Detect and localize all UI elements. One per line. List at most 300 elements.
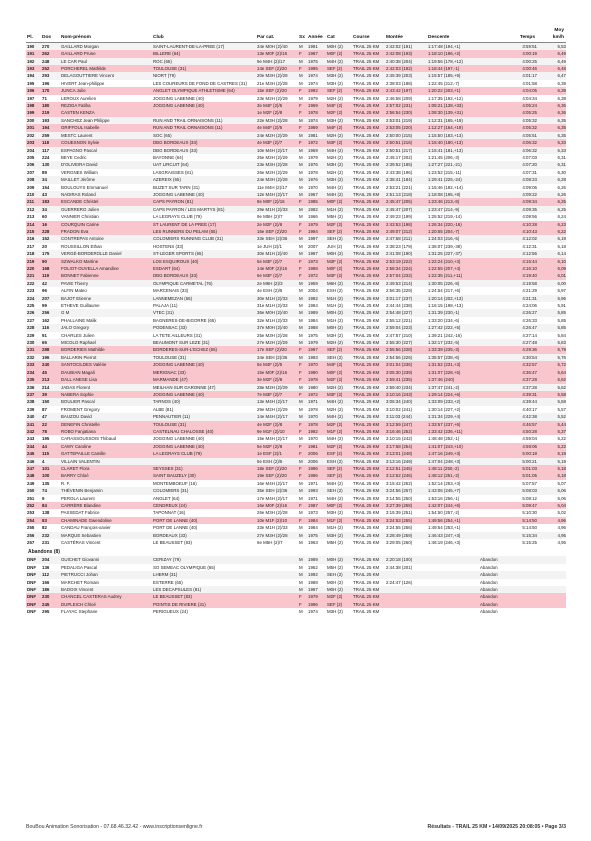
cell-category: M2F (2) bbox=[326, 443, 352, 450]
cell-finish-time: 5:14:50 bbox=[479, 517, 537, 524]
cell-category: SEH (2) bbox=[326, 235, 352, 242]
table-row bbox=[26, 80, 566, 87]
cell-category-rank: 12e M4H (2)/17 bbox=[256, 191, 298, 198]
cell-category: M2F (2) bbox=[326, 109, 352, 116]
cell-runner-name: NADIRAS Roland bbox=[60, 191, 152, 198]
cell-category-rank: 4e ESH (2)/5 bbox=[256, 287, 298, 294]
cell-club: CAPS PAYRON / LES MARTYS (81) bbox=[152, 206, 256, 213]
cell-race: TRAIL 25 KM bbox=[352, 280, 385, 287]
cell-climb-time: 2:55:30 (227) bbox=[385, 339, 427, 346]
cell-sex: M bbox=[298, 184, 307, 191]
cell-bib: 180 bbox=[41, 102, 60, 109]
cell-climb-time: 3:13:16 (249) bbox=[385, 458, 427, 465]
cell-descent-time: 1:18:08 (195,+8) bbox=[427, 191, 479, 198]
cell-club: PERIGUEUX (24) bbox=[152, 608, 256, 615]
cell-bib: 87 bbox=[41, 406, 60, 413]
cell-bib: 262 bbox=[41, 50, 60, 57]
cell-place: 202 bbox=[26, 132, 41, 139]
cell-club: LOS ESQUIROUS (40) bbox=[152, 258, 256, 265]
table-row bbox=[26, 556, 566, 563]
cell-climb-time: 2:47:57 (210) bbox=[385, 332, 427, 339]
cell-climb-time: 2:57:02 (231) bbox=[385, 102, 427, 109]
cell-category: SEF (2) bbox=[326, 65, 352, 72]
cell-climb-time: 2:44:38 (201) bbox=[385, 564, 427, 571]
table-row bbox=[26, 250, 566, 257]
cell-climb-time: 3:12:51 (245) bbox=[385, 465, 427, 472]
cell-status: Abandon bbox=[479, 571, 537, 578]
cell-birth-year: 1984 bbox=[307, 524, 326, 531]
cell-descent-time: 1:39:21 (242,-16) bbox=[427, 332, 479, 339]
cell-avg-speed: 6,35 bbox=[537, 117, 566, 124]
cell-sex: F bbox=[298, 472, 307, 479]
cell-birth-year: 1987 bbox=[307, 50, 326, 57]
cell-place: 222 bbox=[26, 280, 41, 287]
cell-bib: 295 bbox=[41, 608, 60, 615]
cell-bib: 115 bbox=[41, 450, 60, 457]
cell-sex: M bbox=[298, 147, 307, 154]
cell-bib: 34 bbox=[41, 206, 60, 213]
cell-birth-year: 1979 bbox=[307, 221, 326, 228]
cell-runner-name: VERGNES William bbox=[60, 169, 152, 176]
cell-sex: F bbox=[298, 346, 307, 353]
cell-category-rank bbox=[256, 601, 298, 608]
cell-place: 199 bbox=[26, 109, 41, 116]
cell-club: ALBE (81) bbox=[152, 406, 256, 413]
table-row bbox=[26, 58, 566, 65]
cell-category: SEF (2) bbox=[326, 472, 352, 479]
table-row bbox=[26, 539, 566, 546]
cell-category: M2H (2) bbox=[326, 154, 352, 161]
cell-race: TRAIL 25 KM bbox=[352, 465, 385, 472]
cell-bib: 196 bbox=[41, 354, 60, 361]
cell-runner-name: G M bbox=[60, 309, 152, 316]
cell-runner-name: FLAYAC Stephane bbox=[60, 608, 152, 615]
cell-category: SEH (2) bbox=[326, 571, 352, 578]
cell-place: 207 bbox=[26, 169, 41, 176]
cell-descent-time: 1:32:17 (232,-5) bbox=[427, 339, 479, 346]
cell-finish-time: 4:01:17 bbox=[479, 72, 537, 79]
table-row bbox=[26, 324, 566, 331]
cell-bib: 175 bbox=[41, 250, 60, 257]
cell-bib: 78 bbox=[41, 428, 60, 435]
cell-category: M3F (2) bbox=[326, 391, 352, 398]
cell-bib: 248 bbox=[41, 58, 60, 65]
cell-runner-name: PEROLA Laurent bbox=[60, 495, 152, 502]
cell-descent-time: 1:48:11 (250,-2) bbox=[427, 465, 479, 472]
cell-sex: F bbox=[298, 65, 307, 72]
cell-category-rank bbox=[256, 586, 298, 593]
cell-club: CENDREUX (24) bbox=[152, 502, 256, 509]
cell-place: 190 bbox=[26, 42, 41, 50]
cell-descent-time: 1:12:27 (164,+19) bbox=[427, 124, 479, 131]
cell-climb-time: 2:57:04 (232) bbox=[385, 272, 427, 279]
cell-bib: 91 bbox=[41, 332, 60, 339]
cell-sex: F bbox=[298, 102, 307, 109]
cell-sex: M bbox=[298, 608, 307, 615]
cell-climb-time: 3:28:49 (259) bbox=[385, 532, 427, 539]
cell-sex: M bbox=[298, 235, 307, 242]
table-row bbox=[26, 586, 566, 593]
cell-climb-time: 2:38:03 (188) bbox=[385, 80, 427, 87]
cell-descent-time: 1:31:52 (231,+3) bbox=[427, 361, 479, 368]
cell-club: LA LEGRAYS CLUB (79) bbox=[152, 213, 256, 220]
table-row bbox=[26, 354, 566, 361]
cell-birth-year: 1993 bbox=[307, 354, 326, 361]
cell-runner-name: CHARLES Julien bbox=[60, 332, 152, 339]
cell-climb-time: 3:10:15 (242) bbox=[385, 435, 427, 442]
cell-sex: M bbox=[298, 243, 307, 250]
cell-bib: 43 bbox=[41, 191, 60, 198]
empty-cell bbox=[537, 556, 566, 563]
cell-runner-name: GAILLARD Prune bbox=[60, 50, 152, 57]
cell-birth-year: 1973 bbox=[307, 509, 326, 516]
cell-category: M4H (2) bbox=[326, 191, 352, 198]
cell-category: M3F (2) bbox=[326, 139, 352, 146]
cell-finish-time: 4:07:03 bbox=[479, 154, 537, 161]
cell-birth-year: 2004 bbox=[307, 287, 326, 294]
cell-descent-time bbox=[427, 593, 479, 600]
cell-bib: 130 bbox=[41, 161, 60, 168]
cell-race: TRAIL 25 KM bbox=[352, 428, 385, 435]
cell-avg-speed: 5,84 bbox=[537, 332, 566, 339]
cell-place: DNF bbox=[26, 579, 41, 586]
cell-category-rank: 17e SEF (2)/20 bbox=[256, 346, 298, 353]
cell-place: 232 bbox=[26, 354, 41, 361]
cell-descent-time: 1:25:52 (219,-14) bbox=[427, 213, 479, 220]
cell-runner-name: VERGÉ-BORDEROLLE Daniel bbox=[60, 250, 152, 257]
cell-bib: 117 bbox=[41, 147, 60, 154]
cell-sex: M bbox=[298, 317, 307, 324]
cell-climb-time: 3:15:42 (252) bbox=[385, 480, 427, 487]
cell-climb-time: 2:42:02 (191) bbox=[385, 42, 427, 50]
abandons-title: Abandons (8) bbox=[28, 549, 60, 556]
cell-finish-time: 4:46:57 bbox=[479, 421, 537, 428]
cell-finish-time: 4:37:28 bbox=[479, 384, 537, 391]
cell-category-rank: 3e M4F (2)/5 bbox=[256, 102, 298, 109]
cell-avg-speed: 6,28 bbox=[537, 176, 566, 183]
cell-finish-time: 5:15:25 bbox=[479, 539, 537, 546]
cell-place: 224 bbox=[26, 295, 41, 302]
cell-club: POINTIS DE RIVIERE (31) bbox=[152, 601, 256, 608]
cell-runner-name: MICOLO Raphael bbox=[60, 339, 152, 346]
cell-climb-time: 2:53:19 (222) bbox=[385, 258, 427, 265]
cell-sex: F bbox=[298, 601, 307, 608]
cell-race: TRAIL 25 KM bbox=[352, 87, 385, 94]
cell-avg-speed: 5,19 bbox=[537, 458, 566, 465]
cell-club: ST LAURENT DE LA PREE (17) bbox=[152, 221, 256, 228]
cell-category: M2H (2) bbox=[326, 339, 352, 346]
cell-climb-time: 2:58:34 (224) bbox=[385, 265, 427, 272]
cell-climb-time: 2:59:41 (235) bbox=[385, 376, 427, 383]
cell-descent-time bbox=[427, 608, 479, 615]
cell-place: 230 bbox=[26, 339, 41, 346]
cell-club: ESDART (64) bbox=[152, 265, 256, 272]
cell-sex: M bbox=[298, 95, 307, 102]
cell-place: 241 bbox=[26, 421, 41, 428]
cell-place: 231 bbox=[26, 346, 41, 353]
cell-place: 226 bbox=[26, 309, 41, 316]
cell-place: 218 bbox=[26, 250, 41, 257]
cell-finish-time: 4:09:56 bbox=[479, 213, 537, 220]
cell-category: M3H (2) bbox=[326, 72, 352, 79]
cell-climb-time: 2:59:04 (223) bbox=[385, 324, 427, 331]
cell-bib: 213 bbox=[41, 376, 60, 383]
cell-category-rank: 5e M4F (2)/5 bbox=[256, 361, 298, 368]
cell-place: 243 bbox=[26, 435, 41, 442]
cell-sex: M bbox=[298, 191, 307, 198]
cell-sex: M bbox=[298, 154, 307, 161]
cell-sex: F bbox=[298, 258, 307, 265]
cell-place: DNF bbox=[26, 601, 41, 608]
cell-club: TOULOUSE (31) bbox=[152, 354, 256, 361]
cell-descent-time: 1:41:07 (243,+10) bbox=[427, 443, 479, 450]
cell-avg-speed: 6,26 bbox=[537, 184, 566, 191]
cell-avg-speed: 4,95 bbox=[537, 539, 566, 546]
cell-climb-time bbox=[385, 608, 427, 615]
cell-club: MARMANDE (47) bbox=[152, 376, 256, 383]
cell-club: LES DECAPSULES (81) bbox=[152, 586, 256, 593]
cell-category: SEF (2) bbox=[326, 465, 352, 472]
cell-bib: 16 bbox=[41, 221, 60, 228]
cell-sex: M bbox=[298, 480, 307, 487]
cell-category: M1F (2) bbox=[326, 517, 352, 524]
cell-race: TRAIL 25 KM bbox=[352, 524, 385, 531]
cell-category-rank: 30e M1H (2)/33 bbox=[256, 295, 298, 302]
cell-birth-year: 1970 bbox=[307, 361, 326, 368]
cell-category: M3F (2) bbox=[326, 272, 352, 279]
cell-category-rank: 29e M1H (2)/33 bbox=[256, 206, 298, 213]
cell-race: TRAIL 25 KM bbox=[352, 72, 385, 79]
table-row bbox=[26, 65, 566, 72]
cell-birth-year: 1966 bbox=[307, 213, 326, 220]
cell-race: TRAIL 25 KM bbox=[352, 398, 385, 405]
cell-race: TRAIL 25 KM bbox=[352, 487, 385, 494]
cell-place: 255 bbox=[26, 524, 41, 531]
cell-descent-time: 1:12:31 (165,+19) bbox=[427, 117, 479, 124]
table-header bbox=[26, 27, 566, 42]
cell-climb-time bbox=[385, 586, 427, 593]
cell-climb-time: 2:49:23 (199) bbox=[385, 213, 427, 220]
cell-category-rank: 9e M4H (2)/17 bbox=[256, 58, 298, 65]
cell-descent-time: 1:33:42 (236,+11) bbox=[427, 428, 479, 435]
cell-place: 248 bbox=[26, 472, 41, 479]
cell-category: M0F (2) bbox=[326, 198, 352, 205]
cell-bib: 47 bbox=[41, 413, 60, 420]
cell-category-rank: 15e SEF (2)/20 bbox=[256, 87, 298, 94]
cell-runner-name: SZWALKO Martine bbox=[60, 258, 152, 265]
table-row bbox=[26, 102, 566, 109]
table-row bbox=[26, 421, 566, 428]
cell-avg-speed: 4,96 bbox=[537, 524, 566, 531]
cell-club: RUN AND TRAIL ORNAISONS (11) bbox=[152, 117, 256, 124]
cell-finish-time: 4:04:05 bbox=[479, 87, 537, 94]
table-row bbox=[26, 124, 566, 131]
cell-place: 228 bbox=[26, 324, 41, 331]
cell-bib: 231 bbox=[41, 539, 60, 546]
table-row bbox=[26, 517, 566, 524]
cell-finish-time: 5:00:21 bbox=[479, 458, 537, 465]
cell-finish-time: 4:12:02 bbox=[479, 235, 537, 242]
cell-sex: M bbox=[298, 487, 307, 494]
cell-avg-speed: 6,31 bbox=[537, 154, 566, 161]
table-row bbox=[26, 50, 566, 57]
cell-birth-year: 1975 bbox=[307, 332, 326, 339]
cell-birth-year: 1981 bbox=[307, 443, 326, 450]
cell-avg-speed: 5,22 bbox=[537, 435, 566, 442]
cell-category: JUH (2) bbox=[326, 243, 352, 250]
table-row bbox=[26, 302, 566, 309]
cell-category-rank bbox=[256, 608, 298, 615]
table-row bbox=[26, 579, 566, 586]
cell-category-rank: 33e SEH (2)/36 bbox=[256, 235, 298, 242]
cell-category: M1H (2) bbox=[326, 524, 352, 531]
cell-sex: M bbox=[298, 250, 307, 257]
cell-finish-time: 4:32:57 bbox=[479, 361, 537, 368]
cell-finish-time: 4:07:31 bbox=[479, 169, 537, 176]
col-header: Temps bbox=[479, 27, 537, 42]
cell-bib: 256 bbox=[41, 309, 60, 316]
cell-birth-year: 1979 bbox=[307, 154, 326, 161]
table-row bbox=[26, 564, 566, 571]
cell-club: UAT LIRCUIT (64) bbox=[152, 161, 256, 168]
cell-bib: 90 bbox=[41, 258, 60, 265]
cell-category-rank bbox=[256, 579, 298, 586]
cell-descent-time: 1:17:35 (192,+12) bbox=[427, 95, 479, 102]
col-header: Course bbox=[352, 27, 385, 42]
cell-avg-speed: 5,76 bbox=[537, 354, 566, 361]
cell-race: TRAIL 25 KM bbox=[352, 458, 385, 465]
cell-bib: 270 bbox=[41, 42, 60, 50]
cell-runner-name: CANDAU François-xavier bbox=[60, 524, 152, 531]
cell-status: Abandon bbox=[479, 601, 537, 608]
cell-bib: 74 bbox=[41, 487, 60, 494]
cell-place: 244 bbox=[26, 443, 41, 450]
cell-descent-time: 1:15:40 (180,+13) bbox=[427, 139, 479, 146]
cell-climb-time: 2:43:42 (197) bbox=[385, 87, 427, 94]
cell-birth-year: 1976 bbox=[307, 161, 326, 168]
cell-category: M2H (2) bbox=[326, 169, 352, 176]
cell-category: M1H (2) bbox=[326, 317, 352, 324]
cell-descent-time: 1:23:52 (215,-11) bbox=[427, 169, 479, 176]
cell-place: 251 bbox=[26, 495, 41, 502]
table-row bbox=[26, 169, 566, 176]
cell-club: TAPONNAT (16) bbox=[152, 509, 256, 516]
cell-runner-name: JADAS Florent bbox=[60, 384, 152, 391]
cell-status: Abandon bbox=[479, 593, 537, 600]
cell-place: 200 bbox=[26, 117, 41, 124]
cell-avg-speed: 6,00 bbox=[537, 280, 566, 287]
cell-descent-time: 1:43:06 (245,+7) bbox=[427, 487, 479, 494]
cell-place: 242 bbox=[26, 428, 41, 435]
cell-club: LE BEAUSSET (83) bbox=[152, 539, 256, 546]
cell-finish-time: 4:08:23 bbox=[479, 176, 537, 183]
cell-finish-time: 5:01:05 bbox=[479, 472, 537, 479]
cell-bib: 196 bbox=[41, 80, 60, 87]
cell-sex: F bbox=[298, 593, 307, 600]
cell-birth-year: 1969 bbox=[307, 102, 326, 109]
cell-finish-time: 5:09:47 bbox=[479, 502, 537, 509]
cell-category-rank: 37e M0H (2)/40 bbox=[256, 324, 298, 331]
cell-sex: F bbox=[298, 272, 307, 279]
cell-bib: 4 bbox=[41, 458, 60, 465]
cell-sex: F bbox=[298, 221, 307, 228]
cell-race: TRAIL 25 KM bbox=[352, 532, 385, 539]
cell-category-rank: 32e M1H (2)/33 bbox=[256, 317, 298, 324]
cell-category: M3H (2) bbox=[326, 161, 352, 168]
cell-descent-time bbox=[427, 579, 479, 586]
cell-climb-time: 2:50:00 (215) bbox=[385, 132, 427, 139]
cell-category: M6H (2) bbox=[326, 280, 352, 287]
cell-club: RUN AND TRAIL ORNAISONS (11) bbox=[152, 124, 256, 131]
cell-avg-speed: 6,49 bbox=[537, 50, 566, 57]
cell-sex: M bbox=[298, 539, 307, 546]
table-row bbox=[26, 428, 566, 435]
cell-runner-name: LE CAR Paul bbox=[60, 58, 152, 65]
cell-category: M0H (2) bbox=[326, 309, 352, 316]
cell-race: TRAIL 25 KM bbox=[352, 169, 385, 176]
cell-sex: M bbox=[298, 398, 307, 405]
cell-race: TRAIL 25 KM bbox=[352, 102, 385, 109]
cell-birth-year: 1982 bbox=[307, 206, 326, 213]
cell-runner-name: JUNCA Julie bbox=[60, 87, 152, 94]
cell-bib: 99 bbox=[41, 302, 60, 309]
cell-place: 205 bbox=[26, 154, 41, 161]
cell-runner-name: BALLARIN Pierrot bbox=[60, 354, 152, 361]
cell-category: ESH (2) bbox=[326, 458, 352, 465]
cell-category-rank: 1e M2F (2)/8 bbox=[256, 109, 298, 116]
cell-club: LES COUREURS DE FOND DE CASTRES (31) bbox=[152, 80, 256, 87]
cell-sex: M bbox=[298, 384, 307, 391]
cell-bib: 194 bbox=[41, 124, 60, 131]
cell-runner-name: PORCHEREL Mathilde bbox=[60, 65, 152, 72]
cell-climb-time: 3:05:30 (239) bbox=[385, 369, 427, 376]
cell-avg-speed: 5,22 bbox=[537, 443, 566, 450]
cell-finish-time: 4:01:58 bbox=[479, 80, 537, 87]
cell-avg-speed: 6,09 bbox=[537, 265, 566, 272]
cell-runner-name: CLARET Flora bbox=[60, 465, 152, 472]
cell-descent-time bbox=[427, 601, 479, 608]
cell-category-rank: 6e M3F (2)/7 bbox=[256, 272, 298, 279]
cell-finish-time: 4:00:19 bbox=[479, 50, 537, 57]
cell-birth-year: 1987 bbox=[307, 586, 326, 593]
cell-climb-time: 2:45:47 (207) bbox=[385, 206, 427, 213]
cell-descent-time: 1:27:27 (221,-21) bbox=[427, 161, 479, 168]
cell-avg-speed: 5,06 bbox=[537, 495, 566, 502]
cell-bib: 162 bbox=[41, 317, 60, 324]
cell-category: M4H (2) bbox=[326, 495, 352, 502]
cell-climb-time: 3:10:16 (243) bbox=[385, 391, 427, 398]
cell-place: 234 bbox=[26, 369, 41, 376]
cell-runner-name: PIETRUCCI Johan bbox=[60, 571, 152, 578]
cell-finish-time: 4:36:47 bbox=[479, 369, 537, 376]
cell-race: TRAIL 25 KM bbox=[352, 571, 385, 578]
cell-birth-year: 1997 bbox=[307, 346, 326, 353]
cell-birth-year: 1971 bbox=[307, 398, 326, 405]
cell-finish-time: 4:12:31 bbox=[479, 243, 537, 250]
cell-category: SEH (2) bbox=[326, 487, 352, 494]
cell-club: PENNAUTIER (11) bbox=[152, 413, 256, 420]
cell-finish-time: 4:39:31 bbox=[479, 391, 537, 398]
cell-finish-time: 4:00:25 bbox=[479, 58, 537, 65]
cell-sex: F bbox=[298, 361, 307, 368]
cell-avg-speed: 6,38 bbox=[537, 95, 566, 102]
cell-race: TRAIL 25 KM bbox=[352, 517, 385, 524]
cell-place: 195 bbox=[26, 80, 41, 87]
cell-bib: 116 bbox=[41, 324, 60, 331]
cell-descent-time: 1:29:14 (224,+6) bbox=[427, 391, 479, 398]
cell-race: TRAIL 25 KM bbox=[352, 369, 385, 376]
cell-category-rank: 29e M2H (2)/29 bbox=[256, 406, 298, 413]
